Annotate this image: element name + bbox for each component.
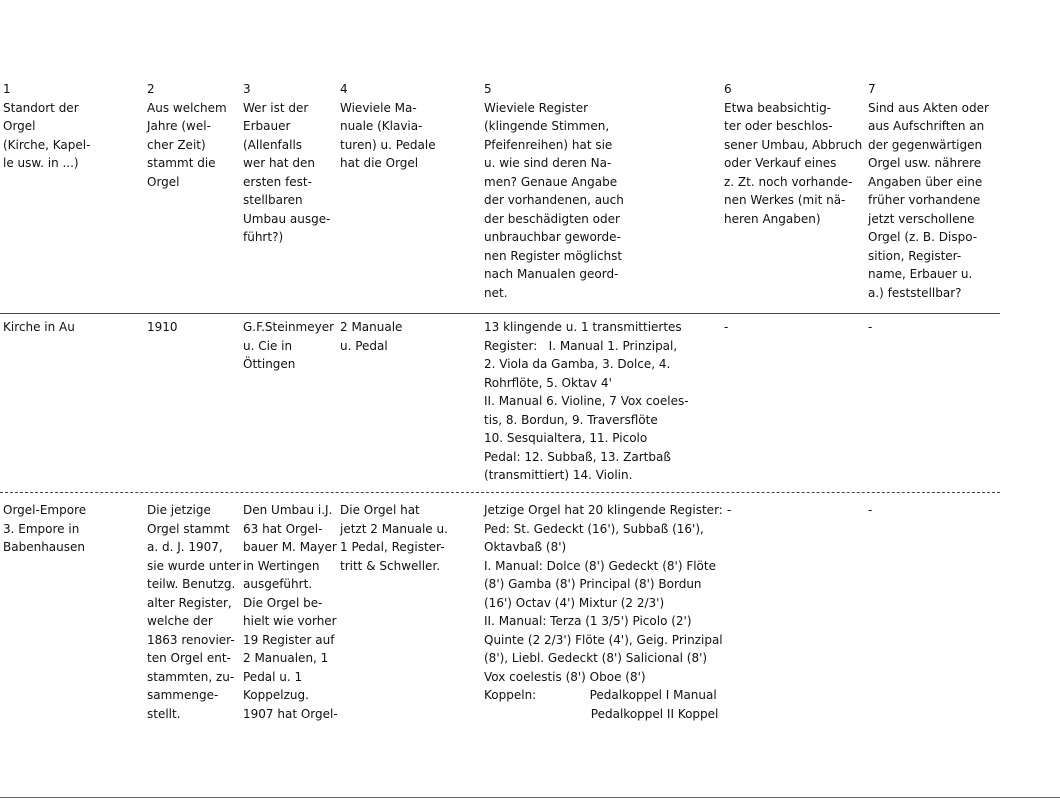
row-1-location: Kirche in Au <box>3 320 75 334</box>
row-1-registers: 13 klingende u. 1 transmittiertes Register: I. Manual 1. Prinzipal, 2. Viola da Gamba, 3. Dolce, 4. Rohrflöte, 5. Oktav 4' II. Manual 6. Violine, 7 Vox coeles- tis, 8. Bordun, 9. Traversflöte 10. Sesquialtera, 11. Picolo Pedal: 12. Subbaß, 13. Zartbaß (transmittiert) 14. Violin. <box>484 320 689 482</box>
header-divider <box>0 313 1000 314</box>
row-1-manuals: 2 Manuale u. Pedal <box>340 320 403 353</box>
page-bottom-rule <box>0 797 1060 798</box>
row-2-location: Orgel-Empore 3. Empore in Babenhausen <box>3 503 87 554</box>
header-col-4: 4 Wieviele Ma- nuale (Klavia- turen) u. Pedale hat die Orgel <box>340 82 436 170</box>
row-2-rebuild: - <box>727 503 732 517</box>
row-divider <box>0 492 1000 493</box>
row-1-records: - <box>868 320 873 334</box>
row-2-records: - <box>868 503 873 517</box>
header-col-7: 7 Sind aus Akten oder aus Aufschriften an der gegenwärtigen Orgel usw. nährere Angaben über eine früher vorhandene jetzt verschollene Orgel (z. B. Dispo- sition, Register- name, Erbauer u. a.) feststellbar? <box>868 82 989 300</box>
row-2-manuals: Die Orgel hat jetzt 2 Manuale u. 1 Pedal, Register- tritt & Schweller. <box>340 503 448 573</box>
row-2-year: Die jetzige Orgel stammt a. d. J. 1907, sie wurde unter teilw. Benutzg. alter Register, welche der 1863 renovier- ten Orgel ent- stammten, zu- sammenge- stellt. <box>147 503 241 721</box>
header-col-3: 3 Wer ist der Erbauer (Allenfalls wer hat den ersten fest- stellbaren Umbau ausge- führt?) <box>243 82 331 244</box>
row-1-year: 1910 <box>147 320 178 334</box>
row-2-registers: Jetzige Orgel hat 20 klingende Register: Ped: St. Gedeckt (16'), Subbaß (16'), Oktavbaß (8') I. Manual: Dolce (8') Gedeckt (8') Flöte (8') Gamba (8') Principal (8') Bordun (16') Octav (4') Mixtur (2 2/3') II. Manual: Terza (1 3/5') Picolo (2') Quinte (2 2/3') Flöte (4'), Geig. Prinzipal (8'), Liebl. Gedeckt (8') Salicional (8') Vox coelestis (8') Oboe (8') Koppeln: Pedalkoppel I Manual Pedalkoppel II Koppel <box>484 503 723 721</box>
header-col-6: 6 Etwa beabsichtig- ter oder beschlos- sener Umbau, Abbruch oder Verkauf eines z. Zt. noch vorhande- nen Werkes (mit nä- heren Angaben) <box>724 82 863 226</box>
header-col-1: 1 Standort der Orgel (Kirche, Kapel- le usw. in ...) <box>3 82 91 170</box>
row-2-builder: Den Umbau i.J. 63 hat Orgel- bauer M. Mayer in Wertingen ausgeführt. Die Orgel be- hielt wie vorher 19 Register auf 2 Manualen, 1 Pedal u. 1 Koppelzug. 1907 hat Orgel- <box>243 503 338 721</box>
header-col-5: 5 Wieviele Register (klingende Stimmen, Pfeifenreihen) hat sie u. wie sind deren Na- men? Genaue Angabe der vorhandenen, auch der beschädigten oder unbrauchbar geworde- nen Register möglichst nach Manualen geord- net. <box>484 82 624 300</box>
row-1-builder: G.F.Steinmeyer u. Cie in Öttingen <box>243 320 335 371</box>
header-col-2: 2 Aus welchem Jahre (wel- cher Zeit) stammt die Orgel <box>147 82 227 189</box>
row-1-rebuild: - <box>724 320 729 334</box>
